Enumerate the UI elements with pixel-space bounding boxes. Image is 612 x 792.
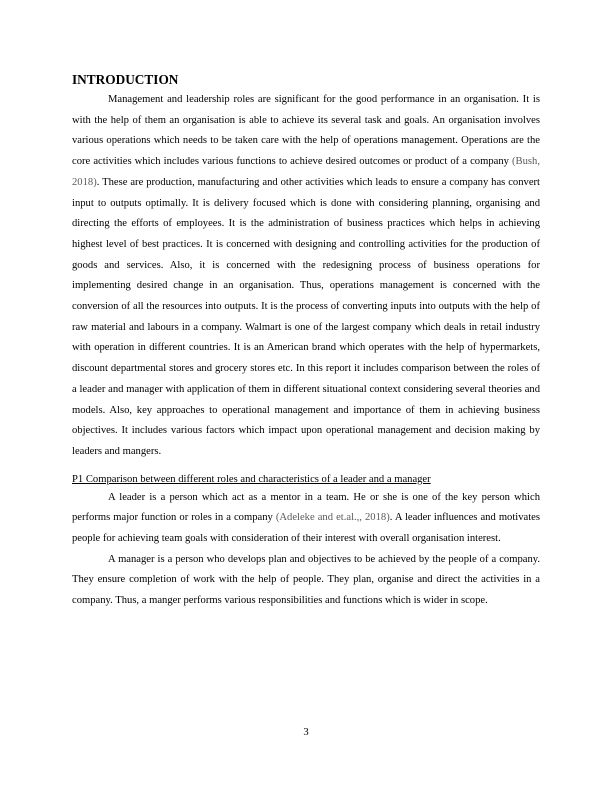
page-content [72,72,540,612]
intro-text-1: Management and leadership roles are significant for the good performance in an organisation. It is with the help of them an organisation is able to achieve its several task and goals. An organisation involves various operations which needs to be taken care with the help of operations management. Operations are the core activities which includes various functions to achieve desired outcomes or product of a company [72,94,540,168]
manager-paragraph: A manager is a person who develops plan and objectives to be achieved by the people of a company. They ensure completion of work with the help of people. They plan, organise and direct the activities in a company. Thus, a manger performs various responsibilities and functions which is wider in scope. [72,553,540,607]
leader-text-2: . A leader influences and motivates people for achieving team goals with consideration of their interest with overall organisation interest. [72,512,541,545]
leader-citation: (Adeleke and et.al.,, 2018) [275,512,390,524]
subsection-heading: P1 Comparison between different roles and characteristics of a leader and a manager [72,473,431,485]
intro-text-2: . These are production, manufacturing and other activities which leads to ensure a company has convert input to outputs optimally. It is delivery focused which is done with considering planning, organising and directing the efforts of employees. It is the administration of business practices which helps in achieving highest level of best practices. It is concerned with designing and controlling activities for the production of goods and services. Also, it is concerned with the redesigning process of business operations for implementing desired change in an organisation. Thus, operations management is concerned with the conversion of all the resources into outputs. It is the process of converting inputs into outputs with the help of raw material and labours in a company. Walmart is one of the largest company which deals in retail industry with operation in different countries. It is an American brand which operates with the help of hypermarkets, discount departmental stores and grocery stores etc. In this report it includes comparison between the roles of a leader and manager with application of them in different situational context considering several theories and models. Also, key approaches to operational management and importance of them in achieving business objectives. It includes various factors which impact upon operational management and decision making by leaders and mangers. [72,176,540,457]
intro-citation: (Bush, 2018) [72,156,540,188]
page-number: 3 [303,727,309,738]
section-heading: INTRODUCTION [72,72,179,87]
leader-paragraph [72,488,540,550]
leader-text-1: A leader is a person which act as a mentor in a team. He or she is one of the key person which performs major function or roles in a company [72,491,540,524]
intro-paragraph [72,90,540,463]
